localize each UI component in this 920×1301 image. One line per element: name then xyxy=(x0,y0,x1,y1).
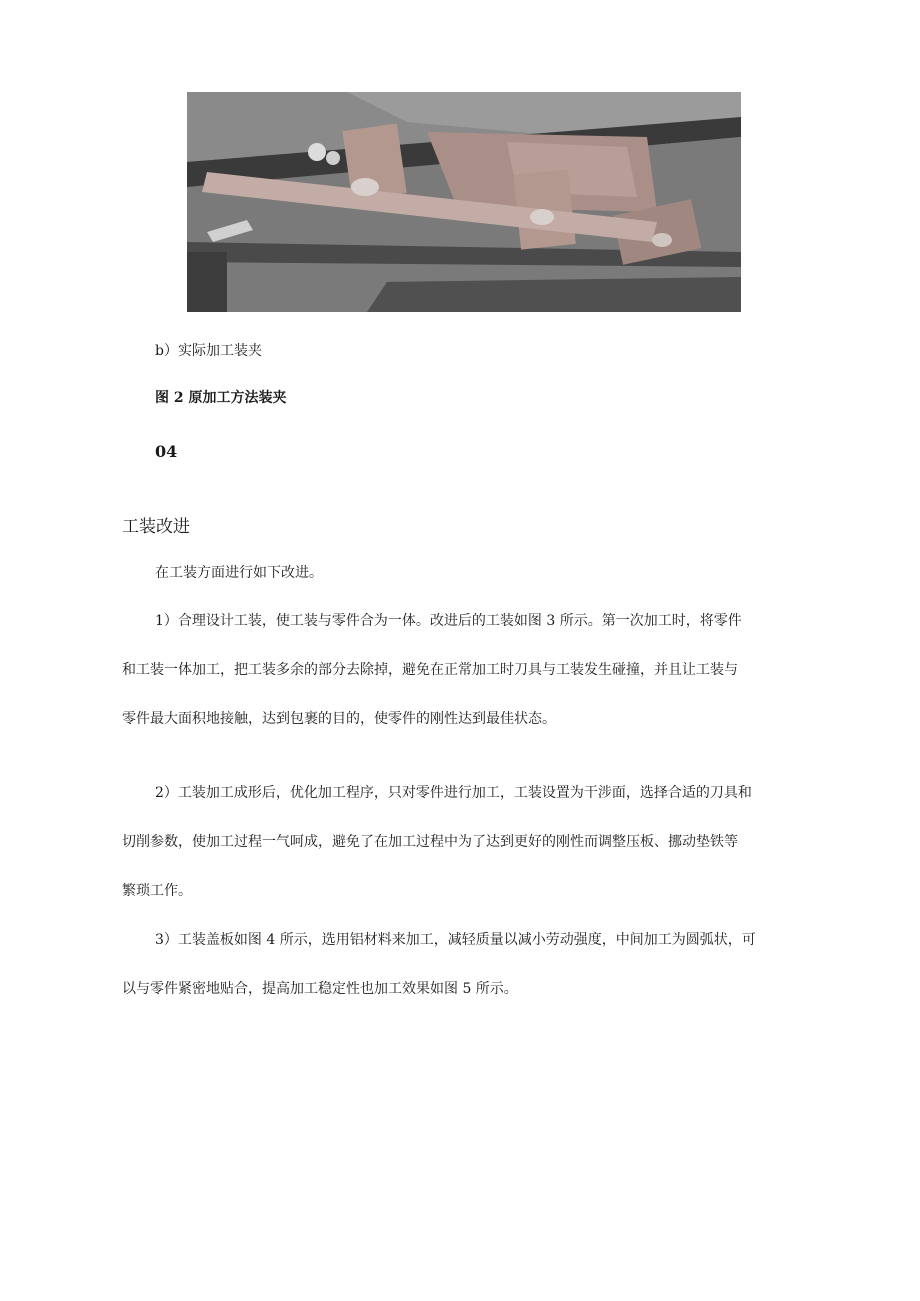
figure-photo xyxy=(187,92,741,312)
paragraph-line: 3）工装盖板如图 4 所示，选用铝材料来加工，减轻质量以减小劳动强度，中间加工为圆弧状，可 xyxy=(155,932,756,948)
paragraph-line: 在工装方面进行如下改进。 xyxy=(155,565,323,581)
paragraph-line: 以与零件紧密地贴合，提高加工稳定性也加工效果如图 5 所示。 xyxy=(122,981,518,997)
machining-fixture-photo xyxy=(187,92,741,312)
section-heading: 工装改进 xyxy=(122,517,190,537)
paragraph-line: 繁琐工作。 xyxy=(122,883,192,899)
paragraph-line: 1）合理设计工装，使工装与零件合为一体。改进后的工装如图 3 所示。第一次加工时，将零件 xyxy=(155,613,742,629)
paragraph-line: 零件最大面积地接触，达到包裹的目的，使零件的刚性达到最佳状态。 xyxy=(122,711,556,727)
figure-subcaption: b）实际加工装夹 xyxy=(155,343,262,359)
paragraph-line: 和工装一体加工，把工装多余的部分去除掉，避免在正常加工时刀具与工装发生碰撞，并且让工装与 xyxy=(122,662,738,678)
paragraph-line: 切削参数，使加工过程一气呵成，避免了在加工过程中为了达到更好的刚性而调整压板、挪动垫铁等 xyxy=(122,834,738,850)
figure-title: 图 2 原加工方法装夹 xyxy=(155,390,287,406)
paragraph-line: 2）工装加工成形后，优化加工程序，只对零件进行加工，工装设置为干涉面，选择合适的刀具和 xyxy=(155,785,752,801)
section-number: 04 xyxy=(155,442,178,461)
